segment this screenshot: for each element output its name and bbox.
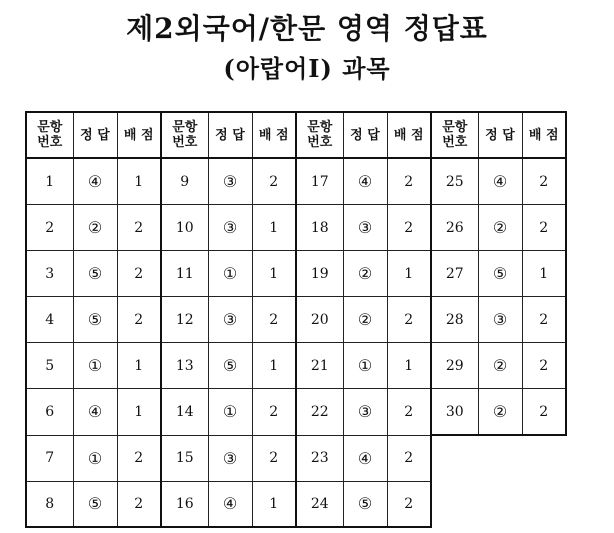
answer-table — [25, 111, 567, 528]
table-header-row — [26, 112, 566, 158]
score-value: 1 — [117, 389, 161, 436]
score-value: 2 — [117, 435, 161, 481]
answer-mark: ② — [343, 297, 387, 343]
question-number: 24 — [296, 481, 343, 527]
question-number: 14 — [161, 389, 208, 436]
answer-mark: ④ — [208, 481, 252, 527]
score-value: 1 — [117, 343, 161, 389]
question-number: 25 — [431, 158, 478, 205]
answer-mark: ① — [73, 343, 117, 389]
answer-mark: ② — [478, 205, 522, 251]
question-number: 26 — [431, 205, 478, 251]
table-row — [26, 481, 566, 527]
table-row — [26, 251, 566, 297]
score-value: 2 — [387, 158, 431, 205]
score-value: 1 — [252, 343, 296, 389]
answer-mark: ⑤ — [208, 343, 252, 389]
score-value: 2 — [522, 389, 566, 436]
question-number: 10 — [161, 205, 208, 251]
score-value: 2 — [387, 297, 431, 343]
score-value: 2 — [387, 435, 431, 481]
header-score: 배 점 — [252, 112, 296, 158]
answer-mark: ⑤ — [73, 481, 117, 527]
table-row — [26, 297, 566, 343]
answer-mark: ③ — [343, 205, 387, 251]
header-score: 배 점 — [117, 112, 161, 158]
table-row — [26, 435, 566, 481]
score-value: 2 — [117, 205, 161, 251]
score-value: 2 — [117, 297, 161, 343]
question-number: 22 — [296, 389, 343, 436]
answer-mark: ④ — [73, 389, 117, 436]
empty-cell — [431, 481, 566, 527]
question-number: 16 — [161, 481, 208, 527]
score-value: 1 — [522, 251, 566, 297]
header-score: 배 점 — [522, 112, 566, 158]
table-row — [26, 158, 566, 205]
answer-mark: ④ — [343, 158, 387, 205]
answer-mark: ① — [208, 251, 252, 297]
question-number: 18 — [296, 205, 343, 251]
question-number: 20 — [296, 297, 343, 343]
question-number: 2 — [26, 205, 73, 251]
answer-mark: ④ — [478, 158, 522, 205]
score-value: 2 — [252, 158, 296, 205]
score-value: 2 — [252, 389, 296, 436]
score-value: 2 — [387, 389, 431, 436]
score-value: 2 — [117, 481, 161, 527]
question-number: 11 — [161, 251, 208, 297]
question-number: 9 — [161, 158, 208, 205]
question-number: 28 — [431, 297, 478, 343]
answer-mark: ④ — [73, 158, 117, 205]
table-row — [26, 389, 566, 436]
page-subtitle: (아랍어Ⅰ) 과목 — [223, 54, 391, 83]
answer-mark: ① — [73, 435, 117, 481]
question-number: 8 — [26, 481, 73, 527]
question-number: 5 — [26, 343, 73, 389]
score-value: 2 — [387, 481, 431, 527]
header-answer: 정 답 — [208, 112, 252, 158]
question-number: 4 — [26, 297, 73, 343]
question-number: 30 — [431, 389, 478, 436]
header-answer: 정 답 — [343, 112, 387, 158]
answer-mark: ⑤ — [343, 481, 387, 527]
question-number: 6 — [26, 389, 73, 436]
header-number: 문항 번호 — [161, 112, 208, 158]
score-value: 2 — [522, 205, 566, 251]
answer-mark: ⑤ — [73, 297, 117, 343]
answer-mark: ② — [343, 251, 387, 297]
score-value: 2 — [117, 251, 161, 297]
answer-mark: ③ — [343, 389, 387, 436]
score-value: 1 — [252, 251, 296, 297]
question-number: 27 — [431, 251, 478, 297]
answer-mark: ③ — [208, 158, 252, 205]
page-title: 제2외국어/한문 영역 정답표 — [126, 12, 488, 45]
question-number: 29 — [431, 343, 478, 389]
question-number: 21 — [296, 343, 343, 389]
header-score: 배 점 — [387, 112, 431, 158]
header-number: 문항 번호 — [296, 112, 343, 158]
score-value: 1 — [252, 481, 296, 527]
answer-mark: ③ — [208, 435, 252, 481]
question-number: 7 — [26, 435, 73, 481]
table-row — [26, 205, 566, 251]
score-value: 1 — [387, 251, 431, 297]
score-value: 1 — [252, 205, 296, 251]
question-number: 19 — [296, 251, 343, 297]
answer-mark: ① — [343, 343, 387, 389]
answer-mark: ② — [73, 205, 117, 251]
score-value: 2 — [252, 297, 296, 343]
answer-mark: ③ — [208, 205, 252, 251]
question-number: 13 — [161, 343, 208, 389]
score-value: 2 — [252, 435, 296, 481]
header-number: 문항 번호 — [26, 112, 73, 158]
score-value: 1 — [387, 343, 431, 389]
score-value: 2 — [387, 205, 431, 251]
answer-mark: ② — [478, 343, 522, 389]
header-number: 문항 번호 — [431, 112, 478, 158]
score-value: 2 — [522, 158, 566, 205]
answer-mark: ⑤ — [478, 251, 522, 297]
score-value: 1 — [117, 158, 161, 205]
question-number: 17 — [296, 158, 343, 205]
answer-mark: ③ — [478, 297, 522, 343]
answer-mark: ① — [208, 389, 252, 436]
question-number: 3 — [26, 251, 73, 297]
answer-mark: ④ — [343, 435, 387, 481]
question-number: 15 — [161, 435, 208, 481]
answer-mark: ③ — [208, 297, 252, 343]
score-value: 2 — [522, 343, 566, 389]
question-number: 23 — [296, 435, 343, 481]
empty-cell — [431, 435, 566, 481]
question-number: 12 — [161, 297, 208, 343]
header-answer: 정 답 — [478, 112, 522, 158]
question-number: 1 — [26, 158, 73, 205]
answer-mark: ② — [478, 389, 522, 436]
answer-mark: ⑤ — [73, 251, 117, 297]
header-answer: 정 답 — [73, 112, 117, 158]
score-value: 2 — [522, 297, 566, 343]
table-row — [26, 343, 566, 389]
